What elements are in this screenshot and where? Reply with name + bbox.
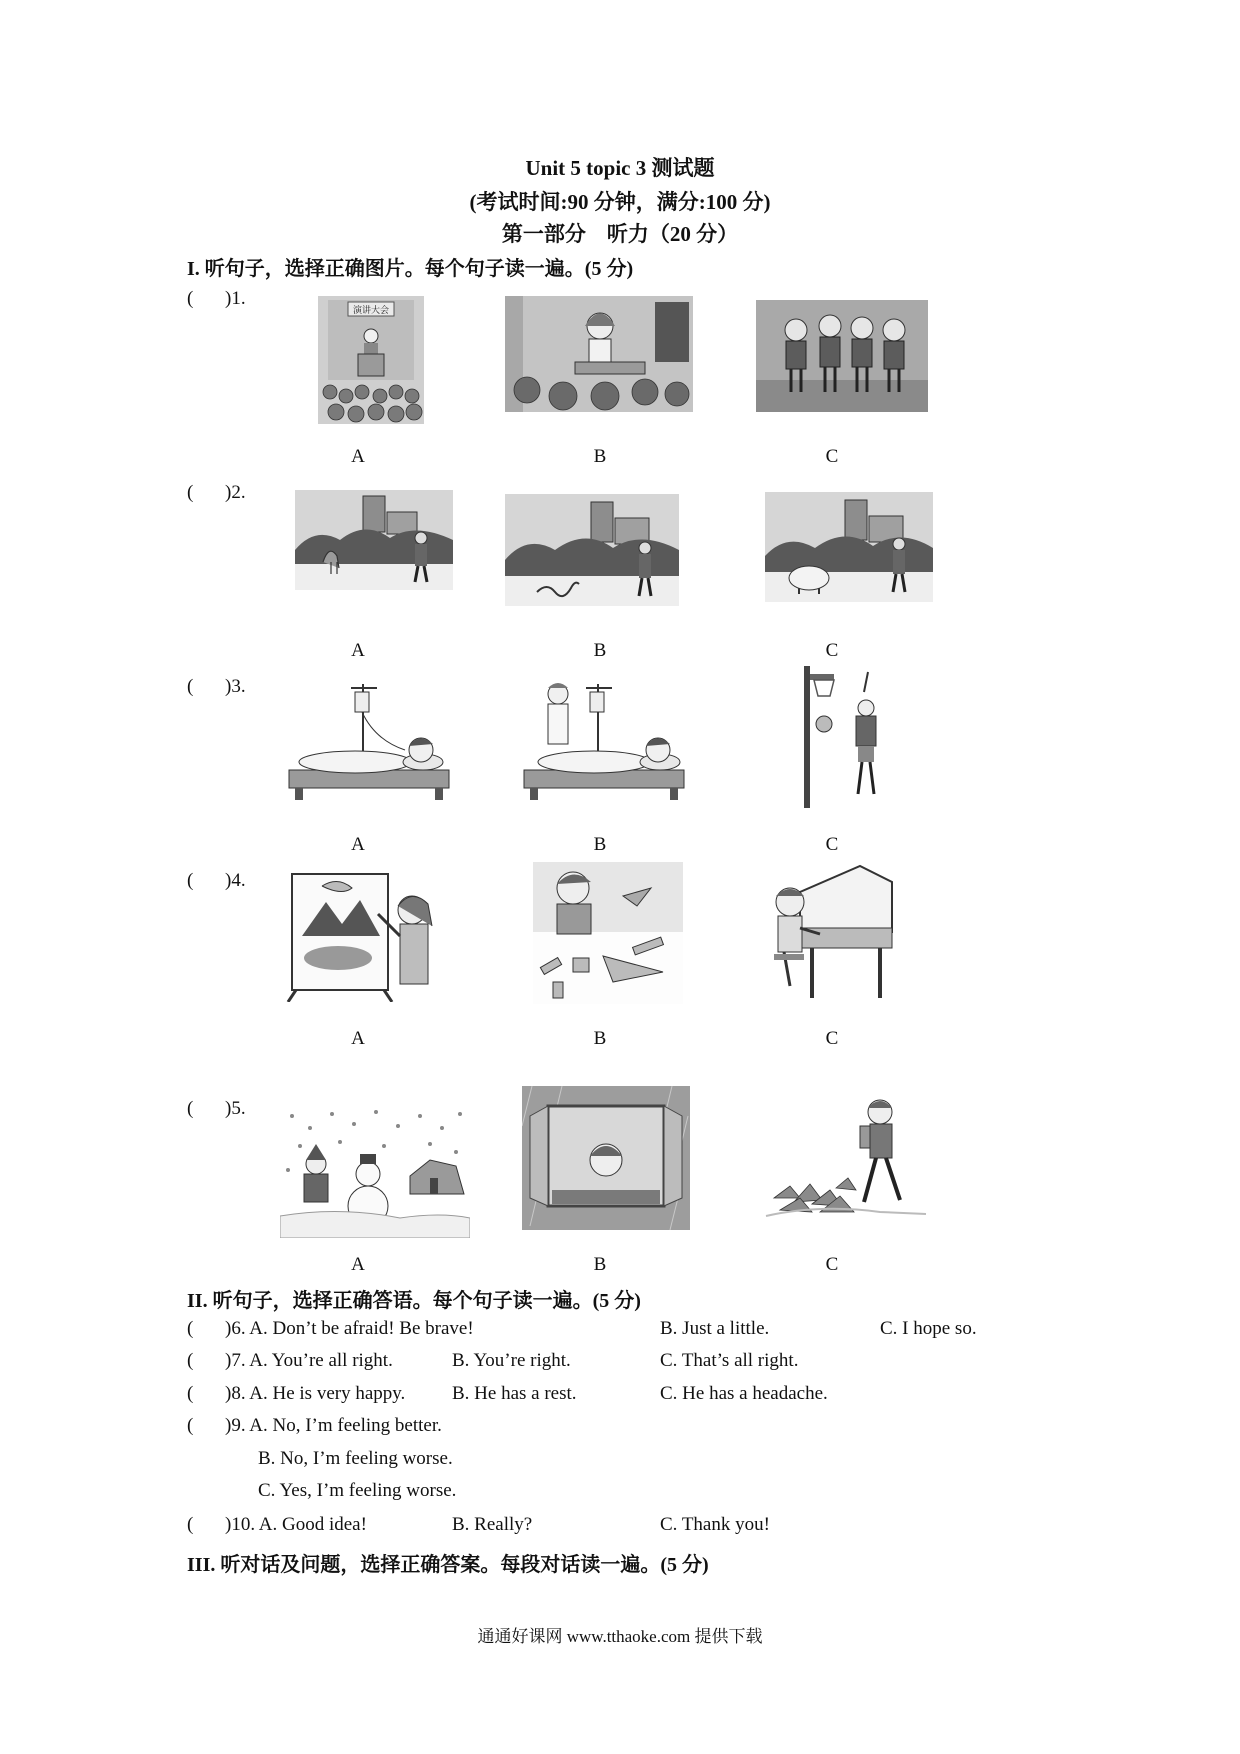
- q1-label-a: A: [351, 446, 365, 467]
- q9-option-b: B. No, I’m feeling worse.: [258, 1448, 453, 1469]
- q2-label-a: A: [351, 640, 365, 661]
- question-9: ( )9. A. No, I’m feeling better.: [187, 1415, 442, 1436]
- q5-label-c: C: [825, 1254, 839, 1275]
- q2-label-c: C: [825, 640, 839, 661]
- q7-option-c: C. That’s all right.: [660, 1350, 799, 1371]
- q3-label-c: C: [825, 834, 839, 855]
- question-8: ( )8. A. He is very happy.: [187, 1383, 406, 1404]
- q1-label-c: C: [825, 446, 839, 467]
- q3-label-b: B: [593, 834, 607, 855]
- q2-option-c-image: [765, 492, 933, 602]
- q2-label-b: B: [593, 640, 607, 661]
- q3-option-a-image: [285, 680, 455, 802]
- q4-label-b: B: [593, 1028, 607, 1049]
- q9-option-a: )9. A. No, I’m feeling better.: [225, 1415, 442, 1436]
- question-4-number: ( )4.: [187, 870, 246, 891]
- section3-heading: III. 听对话及问题，选择正确答案。每段对话读一遍。(5 分): [187, 1554, 709, 1576]
- section1-heading: I. 听句子，选择正确图片。每个句子读一遍。(5 分): [187, 258, 634, 280]
- question-1-number: ( )1.: [187, 288, 246, 309]
- q7-option-a: )7. A. You’re all right.: [225, 1350, 393, 1371]
- q7-option-b: B. You’re right.: [452, 1350, 571, 1371]
- q5-option-b-image: [522, 1086, 690, 1230]
- question-6: ( )6. A. Don’t be afraid! Be brave!: [187, 1318, 474, 1339]
- question-7: ( )7. A. You’re all right.: [187, 1350, 393, 1371]
- q6-option-a: )6. A. Don’t be afraid! Be brave!: [225, 1318, 474, 1339]
- q4-label-a: A: [351, 1028, 365, 1049]
- q1-banner-text: 演讲大会: [352, 306, 390, 316]
- q5-label-b: B: [593, 1254, 607, 1275]
- q4-option-c-image: [760, 862, 900, 1002]
- q5-option-a-image: [280, 1106, 470, 1238]
- question-2-number: ( )2.: [187, 482, 246, 503]
- q6-option-b: B. Just a little.: [660, 1318, 770, 1339]
- q2-option-a-image: [295, 490, 453, 590]
- question-3-number: ( )3.: [187, 676, 246, 697]
- q4-option-a-image: [282, 866, 446, 1002]
- q6-option-c: C. I hope so.: [880, 1318, 977, 1339]
- q3-option-b-image: [520, 676, 690, 802]
- q2-option-b-image: [505, 494, 679, 606]
- q4-label-c: C: [825, 1028, 839, 1049]
- section2-heading: II. 听句子，选择正确答语。每个句子读一遍。(5 分): [187, 1290, 641, 1312]
- q1-option-c-image: [756, 300, 928, 412]
- exam-subtitle: (考试时间:90 分钟，满分:100 分): [469, 190, 771, 214]
- q1-label-b: B: [593, 446, 607, 467]
- q9-option-c: C. Yes, I’m feeling worse.: [258, 1480, 457, 1501]
- question-10: ( )10. A. Good idea!: [187, 1514, 367, 1535]
- q10-option-b: B. Really?: [452, 1514, 533, 1535]
- q10-option-c: C. Thank you!: [660, 1514, 770, 1535]
- q5-label-a: A: [351, 1254, 365, 1275]
- exam-title: Unit 5 topic 3 测试题: [525, 156, 715, 180]
- q4-option-b-image: [533, 862, 683, 1004]
- q8-option-a: )8. A. He is very happy.: [225, 1383, 406, 1404]
- part-heading: 第一部分 听力（20 分）: [501, 222, 739, 246]
- q3-option-c-image: [800, 664, 896, 810]
- question-5-number: ( )5.: [187, 1098, 246, 1119]
- q8-option-b: B. He has a rest.: [452, 1383, 577, 1404]
- q5-option-c-image: [760, 1094, 932, 1238]
- q8-option-c: C. He has a headache.: [660, 1383, 828, 1404]
- q10-option-a: )10. A. Good idea!: [225, 1514, 367, 1535]
- q3-label-a: A: [351, 834, 365, 855]
- q1-option-b-image: [505, 296, 693, 412]
- q1-option-a-image: [318, 296, 424, 424]
- footer-text: 通通好课网 www.tthaoke.com 提供下载: [477, 1627, 763, 1646]
